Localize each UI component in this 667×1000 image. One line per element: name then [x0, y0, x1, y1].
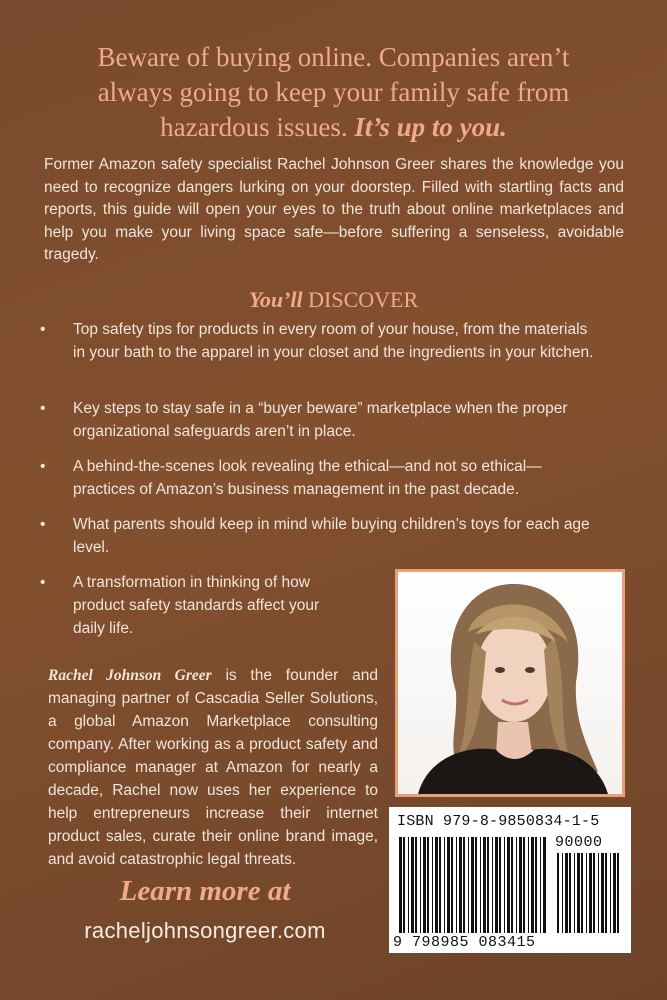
barcode-bar — [495, 837, 498, 933]
bullet-marker: • — [40, 400, 46, 417]
barcode-bar — [427, 837, 429, 933]
barcode-bar — [444, 837, 445, 933]
barcode-bar — [456, 837, 457, 933]
learn-more-heading: Learn more at — [119, 875, 291, 907]
barcode-bar — [516, 837, 517, 933]
price-code: 90000 — [555, 834, 603, 851]
barcode-bar — [605, 853, 607, 933]
barcode-bar — [403, 837, 405, 933]
list-item — [40, 513, 600, 559]
barcode-bar — [574, 853, 575, 933]
barcode-bar — [420, 837, 421, 933]
barcode-bar — [593, 853, 595, 933]
list-item-text: Key steps to stay safe in a “buyer beware” marketplace when the proper organizational safeguards aren’t in place. — [73, 400, 568, 440]
barcode-bar — [447, 837, 450, 933]
list-item — [40, 455, 600, 501]
author-bio-text: is the founder and managing partner of Cascadia Seller Solutions, a global Amazon Marketplace consulting company. After working as a product safety and compliance manager at Amazon for nearly a decade, Rachel now uses her experience to help entrepreneurs increase their internet product sales, curate their online brand image, and avoid catastrophic legal threats. — [48, 667, 378, 868]
discover-word: DISCOVER — [308, 287, 419, 312]
barcode-bar — [543, 837, 546, 933]
barcode-bar — [435, 837, 438, 933]
barcode-bar — [519, 837, 522, 933]
ean-number: 9 798985 083415 — [393, 934, 536, 951]
barcode-bar — [504, 837, 505, 933]
headline-line-3 — [40, 110, 627, 145]
barcode-bar — [480, 837, 481, 933]
barcode-bar — [581, 853, 583, 933]
website-link[interactable]: racheljohnsongreer.com — [84, 918, 326, 943]
barcode-bar — [408, 837, 409, 933]
barcode-bar — [399, 837, 402, 933]
barcode-bar — [463, 837, 465, 933]
barcode-bar — [468, 837, 469, 933]
addon-barcode-bars — [557, 853, 619, 933]
barcode-bar — [451, 837, 453, 933]
headline-line-3-plain: hazardous issues. — [160, 112, 355, 142]
barcode-bar — [432, 837, 433, 933]
barcode-bar — [523, 837, 525, 933]
list-item — [40, 318, 600, 364]
discover-lead: You’ll — [248, 287, 303, 312]
barcode-bar — [562, 853, 563, 933]
barcode-bar — [439, 837, 441, 933]
list-item — [40, 571, 340, 640]
barcode-bar — [577, 853, 580, 933]
barcode-bar — [557, 853, 559, 933]
barcode-bar — [471, 837, 474, 933]
headline-emphasis: It’s up to you. — [354, 112, 507, 142]
barcode-bar — [586, 853, 587, 933]
barcode-bar — [610, 853, 611, 933]
barcode-bar — [613, 853, 616, 933]
barcode-bar — [589, 853, 592, 933]
main-barcode-bars — [399, 837, 546, 933]
barcode-bar — [411, 837, 414, 933]
barcode-bar — [459, 837, 462, 933]
headline-line-2: always going to keep your family safe from — [97, 77, 570, 107]
bullet-marker: • — [40, 458, 46, 475]
isbn-number: ISBN 979-8-9850834-1-5 — [397, 813, 600, 830]
barcode-bar — [531, 837, 534, 933]
barcode-bar — [492, 837, 493, 933]
barcode-bar — [415, 837, 417, 933]
list-item-text: A transformation in thinking of how product safety standards affect your daily life. — [73, 574, 320, 637]
barcode-bar — [601, 853, 604, 933]
barcode-bar — [511, 837, 513, 933]
barcode-bar — [540, 837, 541, 933]
intro-paragraph: Former Amazon safety specialist Rachel Johnson Greer shares the knowledge you need to recognize dangers lurking on your doorstep. Filled with startling facts and reports, this guide will open your eyes to the truth about online marketplaces and help you make your living space safe—before suffering a senseless, avoidable tragedy. — [44, 156, 624, 264]
barcode-bar — [528, 837, 529, 933]
list-item-text: What parents should keep in mind while buying children’s toys for each age level. — [73, 516, 590, 556]
headline-line-1: Beware of buying online. Companies aren’t — [97, 42, 570, 72]
list-item — [40, 397, 600, 443]
barcode-bars — [389, 807, 631, 953]
author-bio — [48, 664, 378, 871]
barcode-bar — [487, 837, 489, 933]
bullet-marker: • — [40, 516, 46, 533]
barcode-bar — [569, 853, 571, 933]
barcode-bar — [475, 837, 477, 933]
barcode-bar — [617, 853, 619, 933]
barcode-bar — [598, 853, 599, 933]
headline — [40, 40, 627, 145]
author-name: Rachel Johnson Greer — [48, 667, 212, 684]
author-photo — [395, 569, 625, 797]
barcode-bar — [499, 837, 501, 933]
author-portrait-illustration — [398, 572, 622, 794]
bullet-marker: • — [40, 574, 46, 591]
discover-heading — [0, 287, 667, 313]
list-item-text: A behind-the-scenes look revealing the ethical—and not so ethical—practices of Amazon’s business management in the past decade. — [73, 458, 542, 498]
barcode-bar — [423, 837, 426, 933]
isbn-barcode — [389, 807, 631, 953]
barcode-bar — [535, 837, 537, 933]
bullet-marker: • — [40, 321, 46, 338]
list-item-text: Top safety tips for products in every room of your house, from the materials in your bath to the apparel in your closet and the ingredients in your kitchen. — [73, 321, 594, 361]
barcode-bar — [565, 853, 568, 933]
barcode-bar — [507, 837, 510, 933]
barcode-bar — [483, 837, 486, 933]
